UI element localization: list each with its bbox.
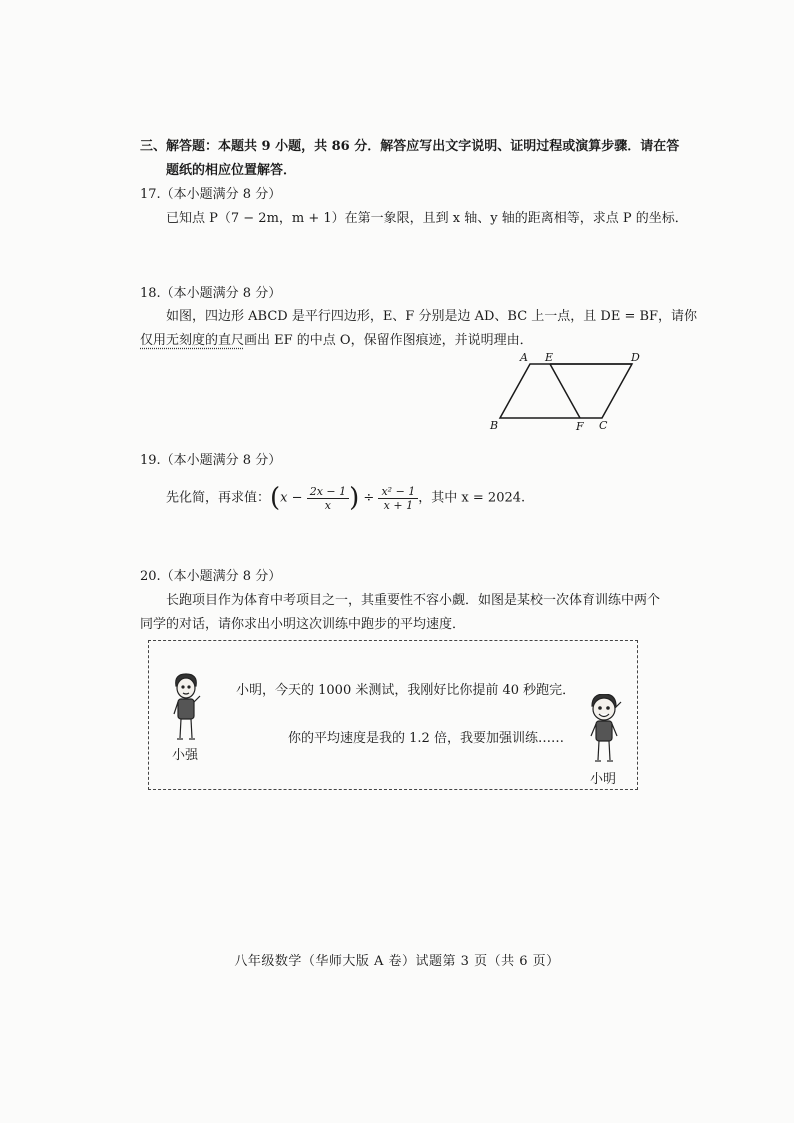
- q20-number: 20.（本小题满分 8 分）: [140, 569, 282, 584]
- parallelogram-figure: [482, 352, 652, 436]
- q19-frac2-den: x + 1: [383, 498, 414, 512]
- q19-frac2-num: x² − 1: [378, 485, 418, 499]
- dialog-box: [148, 640, 638, 790]
- name-xiaoming: 小明: [590, 772, 617, 787]
- segment-ef: [550, 364, 580, 418]
- q18-number: 18.（本小题满分 8 分）: [140, 286, 282, 301]
- q19-expression: [166, 478, 525, 519]
- q18-text-line2-rest: 画出 EF 的中点 O，保留作图痕迹，并说明理由．: [244, 333, 533, 348]
- q19-frac1-num: 2x − 1: [307, 485, 349, 499]
- page-footer: 八年级数学（华师大版 A 卷）试题第 3 页（共 6 页）: [234, 954, 560, 969]
- label-e: E: [545, 352, 554, 364]
- q17-text: 已知点 P（7 − 2m，m + 1）在第一象限，且到 x 轴、y 轴的距离相等，求点 P 的坐标．: [166, 211, 688, 226]
- label-b: B: [490, 419, 499, 432]
- q19-fraction-2: [378, 485, 418, 512]
- label-f: F: [576, 420, 584, 433]
- q18-text-line1: 如图，四边形 ABCD 是平行四边形，E、F 分别是边 AD、BC 上一点，且 DE = BF，请你: [166, 309, 698, 324]
- dialog-line-2: 你的平均速度是我的 1.2 倍，我要加强训练……: [288, 731, 564, 746]
- dialog-line-1: 小明，今天的 1000 米测试，我刚好比你提前 40 秒跑完．: [236, 683, 576, 698]
- section-heading: 三、解答题：本题共 9 小题，共 86 分．解答应写出文字说明、证明过程或演算步骤．请在答: [140, 139, 680, 154]
- boy-xiaoming-illustration: [584, 694, 624, 766]
- q19-number: 19.（本小题满分 8 分）: [140, 453, 282, 468]
- q17-number: 17.（本小题满分 8 分）: [140, 187, 282, 202]
- label-a: A: [520, 352, 528, 364]
- left-paren: (: [270, 483, 281, 513]
- q19-div: ÷: [363, 490, 375, 506]
- boy-xiaoqiang-illustration: [168, 672, 204, 744]
- q18-text-line2: [140, 332, 533, 350]
- label-c: C: [599, 419, 608, 432]
- q19-fraction-1: [307, 485, 349, 512]
- q19-x: x: [280, 490, 288, 506]
- q19-minus: −: [291, 490, 303, 506]
- right-paren: ): [349, 483, 360, 513]
- q20-text-line2: 同学的对话，请你求出小明这次训练中跑步的平均速度．: [140, 617, 466, 632]
- q18-emphasis: 仅用无刻度的直尺: [140, 333, 245, 348]
- q19-lead: 先化简，再求值：: [166, 490, 271, 506]
- q19-tail: ，其中 x = 2024.: [418, 490, 526, 506]
- label-d: D: [631, 352, 640, 364]
- q19-frac1-den: x: [324, 498, 332, 512]
- parallelogram-abcd: [500, 364, 632, 418]
- name-xiaoqiang: 小强: [172, 748, 199, 763]
- section-heading-cont: 题纸的相应位置解答．: [166, 163, 297, 178]
- q20-text-line1: 长跑项目作为体育中考项目之一，其重要性不容小觑．如图是某校一次体育训练中两个: [166, 593, 661, 608]
